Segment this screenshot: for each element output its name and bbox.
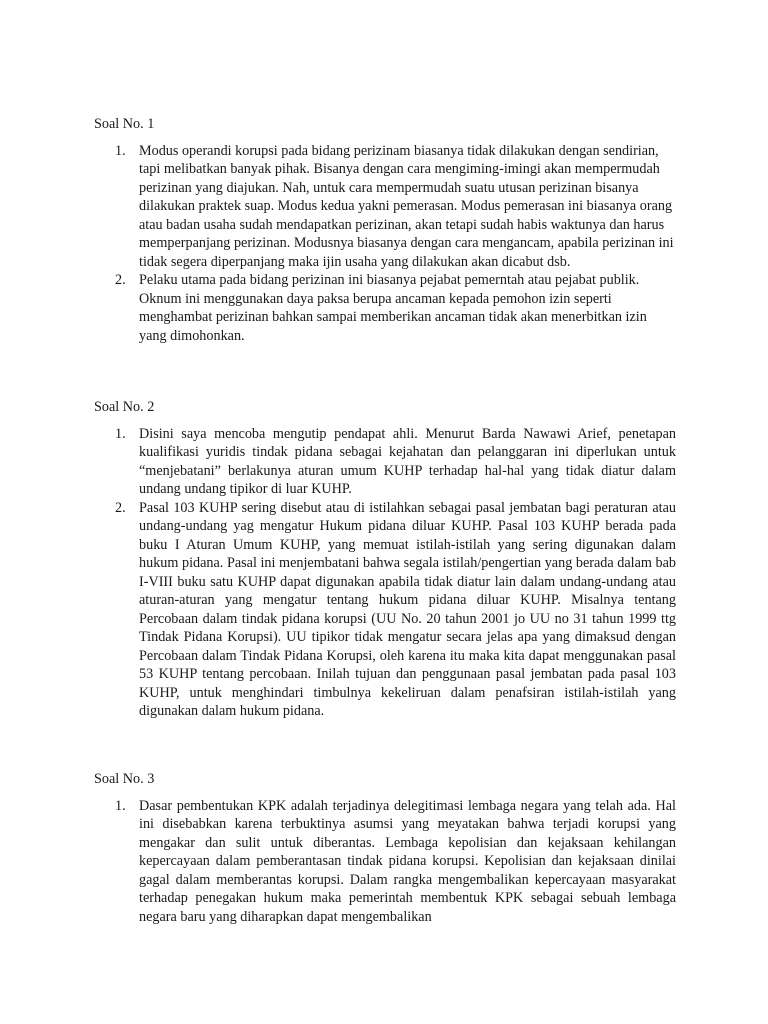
list-item-number: 2. xyxy=(115,499,126,516)
list-item-text: Dasar pembentukan KPK adalah terjadinya delegitimasi lembaga negara yang telah ada. Hal ini disebabkan karena terbuktinya asumsi yang meyatakan bahwa terjadi korupsi yang mengakar dan sulit untuk diberantas. Lembaga kepolisian dan kejaksaan kehilangan kepercayaan dalam pemberantasan tindak pidana korupsi. Kepolisian dan kejaksaan dinilai gagal dalam memberantas korupsi. Dalam rangka mengembalikan kepercayaan masyarakat terhadap penegakan hukum maka pemerintah membentuk KPK sebagai sebuah lembaga negara baru yang diharapkan dapat mengembalikan xyxy=(139,797,676,925)
list-item-text: Pelaku utama pada bidang perizinan ini biasanya pejabat pemerntah atau pejabat publik. Oknum ini menggunakan daya paksa berupa ancaman kepada pemohon izin seperti menghambat perizinan bahkan sampai memberikan ancaman tidak akan menerbitkan izin yang dimohonkan. xyxy=(139,272,647,344)
answer-list xyxy=(94,797,676,927)
question-section-3 xyxy=(94,770,676,926)
question-section-2 xyxy=(94,398,676,721)
list-item xyxy=(94,271,676,345)
list-item xyxy=(94,425,676,499)
list-item-number: 1. xyxy=(115,425,126,442)
section-heading: Soal No. 2 xyxy=(94,399,155,415)
list-item-text: Disini saya mencoba mengutip pendapat ahli. Menurut Barda Nawawi Arief, penetapan kualifikasi yuridis tindak pidana sebagai kejahatan dan pelanggaran ini diperlukan untuk “menjebatani” berlakunya aturan umum KUHP terhadap hal-hal yang tidak diatur dalam undang undang tipikor di luar KUHP. xyxy=(139,425,676,497)
section-heading: Soal No. 3 xyxy=(94,771,155,787)
answer-list xyxy=(94,142,676,346)
list-item-number: 2. xyxy=(115,272,126,288)
list-item-text: Pasal 103 KUHP sering disebut atau di istilahkan sebagai pasal jembatan bagi peraturan atau undang-undang yag mengatur Hukum pidana diluar KUHP. Pasal 103 KUHP berada pada buku I Aturan Umum KUHP, yang memuat istilah-istilah yang sering digunakan dalam hukum pidana. Pasal ini menjembatani bahwa segala istilah/pengertian yang berada dalam bab I-VIII buku satu KUHP dapat digunakan apabila tidak diatur lain dalam undang-undang atau aturan-aturan yang mengatur tentang hukum pidana diluar KUHP. Misalnya tentang Percobaan dalam tindak pidana korupsi (UU No. 20 tahun 2001 jo UU no 31 tahun 1999 ttg Tindak Pidana Korupsi). UU tipikor tidak mengatur secara jelas apa yang dimaksud dengan Percobaan dalam Tindak Pidana Korupsi, oleh karena itu maka kita dapat menggunakan pasal 53 KUHP tentang percobaan. Inilah tujuan dan penggunaan pasal jembatan pada pasal 103 KUHP, untuk menghindari timbulnya kekeliruan dalam penafsiran istilah-istilah yang digunakan dalam hukum pidana. xyxy=(139,499,676,719)
list-item-text: Modus operandi korupsi pada bidang perizinam biasanya tidak dilakukan dengan sendirian, tapi melibatkan banyak pihak. Bisanya dengan cara mengiming-imingi akan mempermudah perizinan yang diajukan. Nah, untuk cara mempermudah suatu utusan perizinan bisanya dilakukan praktek suap. Modus kedua yakni pemerasan. Modus pemerasan ini biasanya orang atau badan usaha sudah mendapatkan perizinan, akan tetapi sudah habis waktunya dan harus memperpanjang perizinan. Modusnya biasanya dengan cara mengancam, apabila perizinan ini tidak segera diperpanjang maka ijin usaha yang dilakukan akan dicabut dsb. xyxy=(139,142,674,270)
list-item xyxy=(94,142,676,272)
list-item xyxy=(94,797,676,927)
section-heading: Soal No. 1 xyxy=(94,116,155,132)
list-item-number: 1. xyxy=(115,797,126,814)
list-item-number: 1. xyxy=(115,142,126,159)
question-section-1 xyxy=(94,115,676,345)
answer-list xyxy=(94,425,676,721)
list-item xyxy=(94,499,676,721)
